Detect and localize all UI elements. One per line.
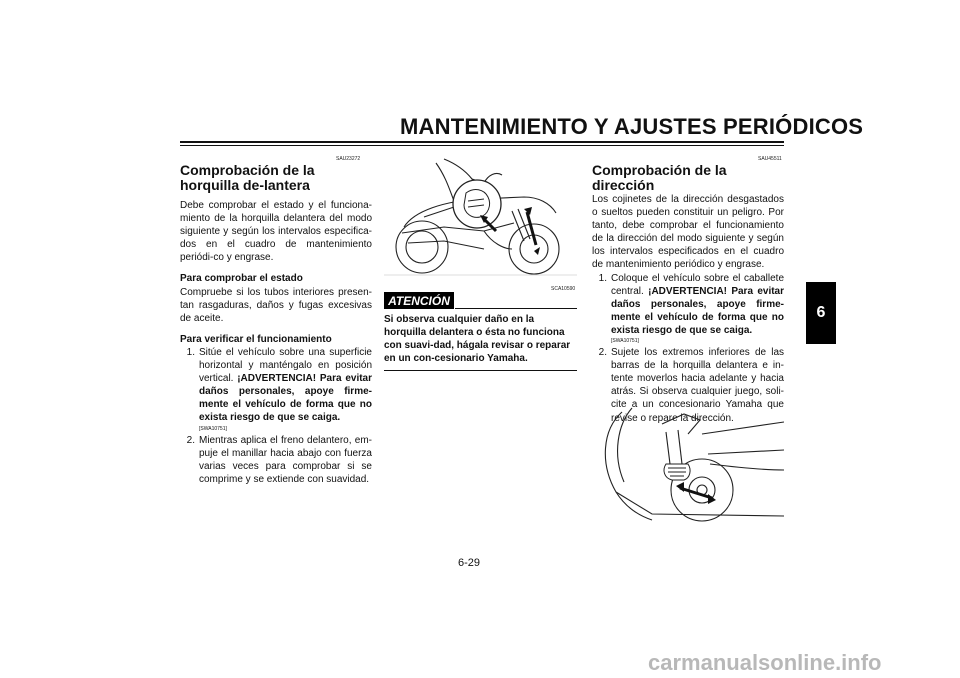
condition-text: Compruebe si los tubos interiores presen-tan rasgaduras, daños y fugas excesivas de aceite. — [180, 286, 372, 324]
header-rule-thin — [180, 145, 784, 146]
step-text: Sitúe el vehículo sobre una superficie horizontal y manténgalo en posición vertical. — [199, 346, 372, 385]
motorcycle-fork-illustration — [384, 157, 577, 277]
step-text: Mientras aplica el freno delantero, em-puje el manillar hacia abajo con fuerza varias veces para comprobar si se comprime y se extiende con suavidad. — [199, 434, 372, 485]
step-number: 2. — [186, 434, 195, 446]
attention-text: Si observa cualquier daño en la horquilla delantera o ésta no funciona con suavi-dad, hágala revisar o reparar en un con-cesionario Yamaha. — [384, 314, 571, 364]
attention-rule — [455, 308, 577, 309]
step-text: Sujete los extremos inferiores de las barras de la horquilla delantera e in-tente moverlos hacia adelante y hacia atrás. Si observa cualquier juego, soli-cite a un concesionario Yamaha que revise o repare la dirección. — [611, 347, 784, 424]
warning-text: ¡ADVERTENCIA! Para evitar daños personales, apoye firme-mente el vehículo de forma que no exista riesgo de que se caiga. — [611, 285, 785, 336]
steering-check-illustration — [592, 404, 784, 526]
step-text: Coloque el vehículo sobre el caballete central. — [611, 272, 784, 297]
step-1 — [180, 346, 372, 434]
step-number: 1. — [598, 272, 607, 284]
section-intro: Los cojinetes de la dirección desgastados o sueltos pueden constituir un peligro. Por tanto, debe comprobar el funcionamiento de la dirección del modo siguiente y según los intervalos especificados en el cuadro de mantenimiento periódico y engrase. — [592, 194, 784, 271]
step-2 — [180, 434, 372, 486]
page-title: MANTENIMIENTO Y AJUSTES PERIÓDICOS — [400, 114, 864, 139]
step-number: 1. — [186, 346, 195, 358]
section-heading: Comprobación de la horquilla de-lantera — [180, 162, 315, 193]
step-number: 2. — [598, 347, 607, 359]
warning-text: ¡ADVERTENCIA! Para evitar daños personales, apoye firme-mente el vehículo de forma que no exista riesgo de que se caiga. — [199, 373, 372, 424]
subheading-operation: Para verificar el funcionamiento — [180, 333, 332, 345]
attention-label: ATENCIÓN — [384, 292, 454, 309]
warning-code: [SWA10751] — [611, 338, 639, 345]
image-code: SCA10590 — [551, 286, 576, 292]
section-heading: Comprobación de la dirección — [592, 162, 727, 193]
column-fork-check — [180, 163, 372, 486]
attention-bottom-rule — [384, 370, 577, 371]
subheading-condition: Para comprobar el estado — [180, 273, 303, 285]
watermark: carmanualsonline.info — [648, 650, 882, 675]
header-rule — [180, 141, 784, 143]
section-code: SAU45511 — [758, 156, 782, 162]
page-number: 6-29 — [458, 557, 481, 569]
column-steering-check — [592, 163, 784, 425]
step-1 — [592, 272, 784, 346]
warning-code: [SWA10751] — [199, 425, 227, 432]
section-intro: Debe comprobar el estado y el funciona-miento de la horquilla delantera del modo siguiente y según los intervalos especifica-dos en el cuadro de mantenimiento periódi-co y engrase. — [180, 200, 372, 264]
section-code: SAU23272 — [336, 156, 361, 162]
chapter-tab[interactable]: 6 — [806, 282, 836, 344]
